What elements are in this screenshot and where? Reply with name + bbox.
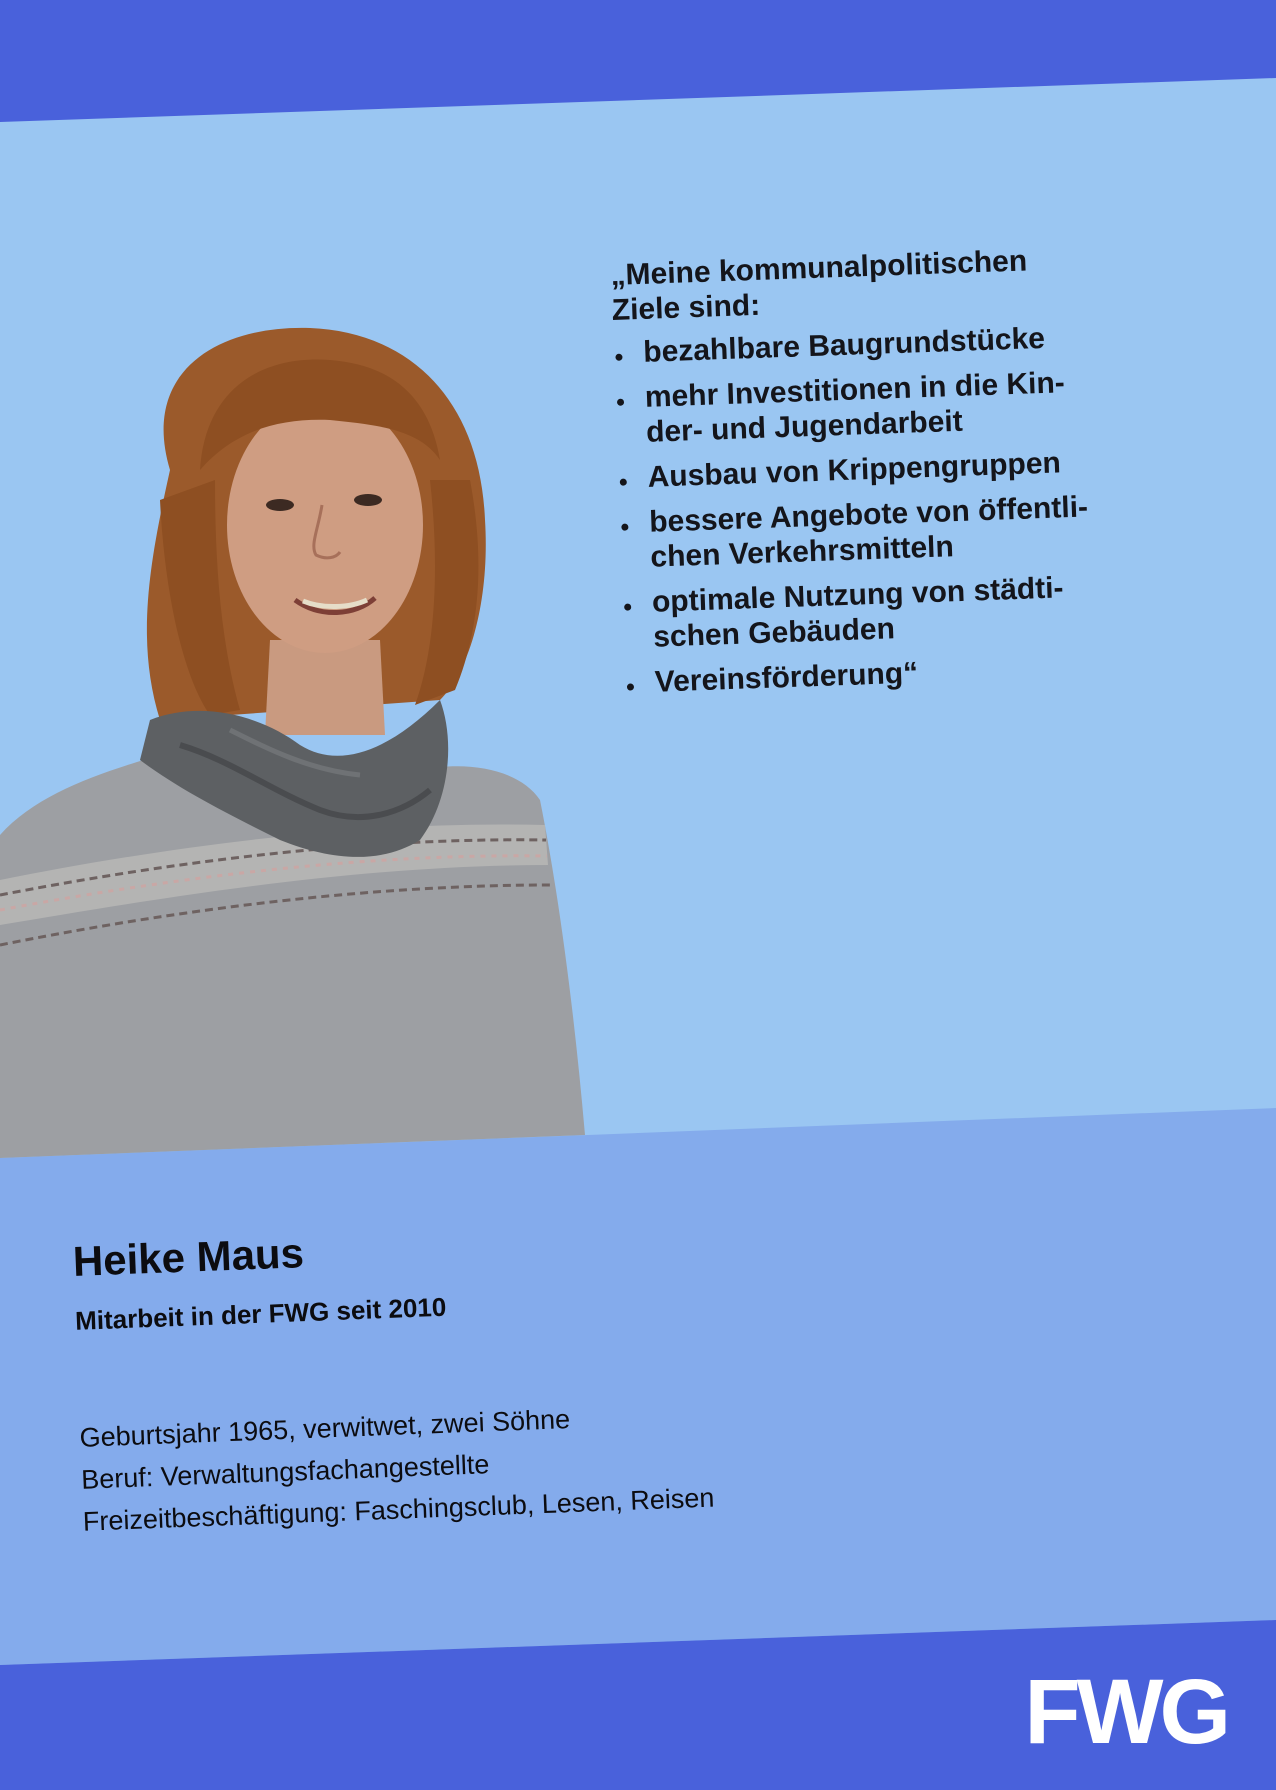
bullet-icon — [621, 524, 628, 531]
detail-line: Freizeitbeschäftigung: Faschingsclub, Lesen, Reisen — [82, 1482, 715, 1537]
quote-block — [610, 237, 1225, 711]
membership-text: Mitarbeit in der FWG seit 2010 — [74, 1291, 447, 1336]
bullet-icon — [620, 479, 627, 486]
bullet-icon — [627, 683, 634, 690]
person-name: Heike Maus — [72, 1229, 305, 1285]
bullet-icon — [617, 399, 624, 406]
goal-text: bezahlbare Baugrundstücke — [642, 321, 1046, 369]
goal-text: mehr Investitionen in die Kin- der- und Jugendarbeit — [644, 366, 1066, 449]
list-item — [614, 360, 1216, 451]
fwg-logo — [1024, 1661, 1227, 1763]
list-item — [624, 645, 1225, 701]
fwg-logo-text: FWG — [1024, 1661, 1227, 1763]
goals-list — [613, 315, 1225, 701]
bullet-icon — [615, 354, 622, 361]
goal-text: Vereinsförderung“ — [654, 656, 919, 699]
person-info — [72, 1203, 983, 1542]
list-item — [619, 485, 1221, 576]
goal-text: optimale Nutzung von städti- schen Gebäuden — [651, 571, 1065, 654]
bullet-icon — [624, 603, 631, 610]
detail-line: Geburtsjahr 1965, verwitwet, zwei Söhne — [79, 1404, 571, 1453]
goal-text: Ausbau von Krippengruppen — [647, 446, 1062, 494]
list-item — [621, 565, 1223, 656]
detail-line: Beruf: Verwaltungsfachangestellte — [80, 1449, 490, 1495]
goal-text: bessere Angebote von öffentli- chen Verkehrsmitteln — [648, 490, 1089, 574]
quote-intro: „Meine kommunalpolitischen Ziele sind: — [610, 244, 1028, 327]
